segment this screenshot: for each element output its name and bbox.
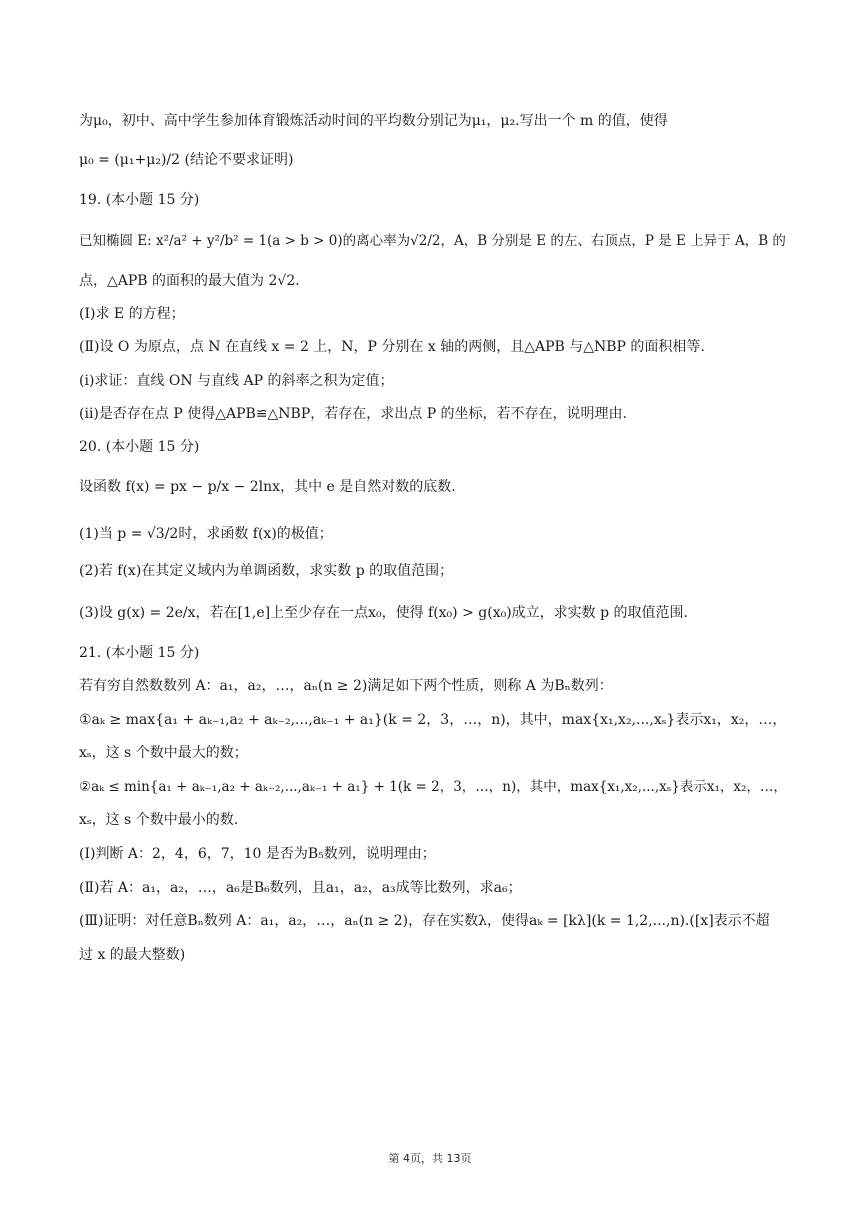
text-line: (Ⅲ)证明：对任意Bₙ数列 A：a₁，a₂，…，aₙ(n ≥ 2)，存在实数λ，使得aₖ = [kλ](k = 1,2,...,n).([x]表示不超 bbox=[79, 913, 770, 929]
text-line: 过 x 的最大整数) bbox=[79, 947, 186, 963]
text-line: ②aₖ ≤ min{a₁ + aₖ₋₁,a₂ + aₖ₋₂,...,aₖ₋₁ + a₁} + 1(k = 2，3，…，n)，其中，max{x₁,x₂,...,xₛ}表示x₁，x₂，…， bbox=[79, 779, 787, 795]
text-line: xₛ，这 s 个数中最大的数； bbox=[79, 745, 248, 761]
text-line: (1)当 p = √3/2时，求函数 f(x)的极值； bbox=[79, 526, 333, 542]
question-heading-21: 21. (本小题 15 分) bbox=[79, 645, 200, 661]
text-line: μ₀ = (μ₁+μ₂)/2 (结论不要求证明) bbox=[79, 152, 294, 168]
text-line: (Ⅰ)判断 A：2，4，6，7，10 是否为B₅数列，说明理由； bbox=[79, 846, 436, 862]
text-line: (2)若 f(x)在其定义域内为单调函数，求实数 p 的取值范围； bbox=[79, 563, 454, 579]
text-line: (i)求证：直线 ON 与直线 AP 的斜率之积为定值； bbox=[79, 373, 394, 389]
text-line: ①aₖ ≥ max{a₁ + aₖ₋₁,a₂ + aₖ₋₂,...,aₖ₋₁ + a₁}(k = 2，3，…，n)，其中，max{x₁,x₂,...,xₛ}表示x₁，x₂，…， bbox=[79, 712, 787, 728]
text-line: (3)设 g(x) = 2e/x，若在[1,e]上至少存在一点x₀，使得 f(x₀) > g(x₀)成立，求实数 p 的取值范围. bbox=[79, 605, 688, 621]
text-line: 若有穷自然数数列 A：a₁，a₂，…，aₙ(n ≥ 2)满足如下两个性质，则称 A 为Bₙ数列： bbox=[79, 678, 613, 694]
text-line: (Ⅰ)求 E 的方程； bbox=[79, 306, 185, 322]
text-line: (Ⅱ)设 O 为原点，点 N 在直线 x = 2 上，N，P 分别在 x 轴的两侧，且△APB 与△NBP 的面积相等. bbox=[79, 339, 705, 355]
text-line: 设函数 f(x) = px − p/x − 2lnx，其中 e 是自然对数的底数. bbox=[79, 479, 456, 495]
text-line: 为μ₀，初中、高中学生参加体育锻炼活动时间的平均数分别记为μ₁，μ₂.写出一个 m 的值，使得 bbox=[79, 113, 668, 129]
text-line: 已知椭圆 E: x²/a² + y²/b² = 1(a > b > 0)的离心率为√2/2，A，B 分别是 E 的左、右顶点，P 是 E 上异于 A，B 的 bbox=[79, 233, 786, 249]
text-line: xₛ，这 s 个数中最小的数. bbox=[79, 812, 239, 828]
page-number-footer: 第 4页，共 13页 bbox=[388, 1152, 472, 1165]
question-heading-20: 20. (本小题 15 分) bbox=[79, 439, 200, 455]
question-heading-19: 19. (本小题 15 分) bbox=[79, 192, 200, 208]
text-line: (ii)是否存在点 P 使得△APB≌△NBP，若存在，求出点 P 的坐标，若不存在，说明理由. bbox=[79, 406, 628, 422]
text-line: 点，△APB 的面积的最大值为 2√2. bbox=[79, 273, 300, 289]
text-line: (Ⅱ)若 A：a₁，a₂，…，a₆是B₆数列，且a₁，a₂，a₃成等比数列，求a₆； bbox=[79, 880, 522, 896]
